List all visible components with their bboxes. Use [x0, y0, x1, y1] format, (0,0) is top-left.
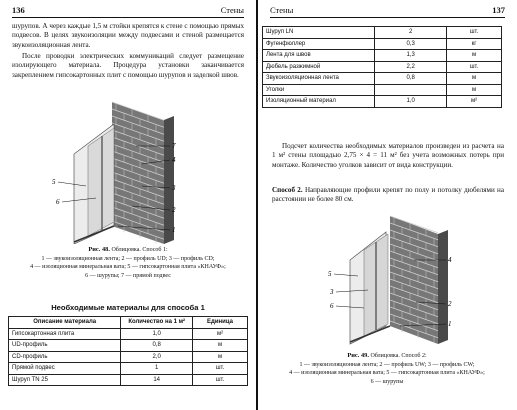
material-cell: Шуруп LN: [263, 27, 375, 39]
column-header: Единица: [193, 317, 248, 329]
insulation-layer: [88, 128, 114, 236]
unit-cell: м²: [193, 328, 248, 340]
quantity-cell: 0,3: [375, 38, 447, 50]
callout-2: 2: [448, 300, 452, 308]
table-row: [263, 27, 502, 39]
figure-legend: 6 — шурупы: [370, 378, 404, 385]
figure-legend: 6 — шурупы; 7 — прямой подвес: [85, 272, 171, 279]
table-row: [263, 84, 502, 96]
quantity-cell: 2,2: [375, 61, 447, 73]
quantity-cell: 1,0: [121, 328, 193, 340]
callout-4: 4: [172, 156, 176, 164]
quantity-cell: 1,3: [375, 50, 447, 62]
figure-legend: 1 — звукоизоляционная лента; 2 — профиль UD; 3 — профиль CD;: [41, 255, 215, 262]
quantity-cell: 0,8: [375, 73, 447, 85]
table-row: [9, 328, 248, 340]
callout-1: 1: [172, 226, 176, 234]
figure-48-illustration: [52, 94, 202, 244]
callout-6: 6: [56, 198, 60, 206]
callout-5: 5: [328, 270, 332, 278]
callout-3: 3: [330, 288, 334, 296]
page-number: 137: [492, 5, 505, 15]
unit-cell: шт.: [193, 363, 248, 375]
quantity-cell: 2: [375, 27, 447, 39]
unit-cell: шт.: [193, 374, 248, 386]
table-heading: Необходимые материалы для способа 1: [51, 303, 205, 312]
material-cell: Фугенфюллер: [263, 38, 375, 50]
material-cell: UD-профиль: [9, 340, 121, 352]
table-row: [9, 351, 248, 363]
unit-cell: м: [447, 50, 502, 62]
callout-4: 4: [448, 256, 452, 264]
material-cell: CD-профиль: [9, 351, 121, 363]
callout-6: 6: [330, 302, 334, 310]
figure-49-caption: [264, 352, 510, 386]
paragraph-method-2: [272, 186, 504, 205]
right-page: [258, 0, 517, 410]
callout-5: 5: [52, 178, 56, 186]
figure-title-rest: Облицовка. Способ 2:: [370, 353, 427, 359]
paragraph: шурупов. А через каждые 1,5 м стойки крепятся к стене с помощью прямых подвесов. В целях звукоизоляции между подвесами и стеной размещается звукоизоляционная лента.: [12, 22, 244, 49]
header-rule: [270, 17, 505, 18]
quantity-cell: [375, 84, 447, 96]
table-header-row: [9, 317, 248, 329]
callout-3: 3: [172, 184, 176, 192]
quantity-cell: 0,8: [121, 340, 193, 352]
left-page: [0, 0, 256, 410]
running-title: Стены: [220, 5, 244, 15]
materials-table-continued: [262, 26, 502, 108]
figure-legend: 4 — изоляционная минеральная вата; 5 — гипсокартонная плита «КНАУФ»;: [289, 370, 485, 377]
material-cell: Прямой подвес: [9, 363, 121, 375]
column-header: Описание материала: [9, 317, 121, 329]
figure-49-illustration: [328, 210, 478, 346]
material-cell: Звукоизоляционная лента: [263, 73, 375, 85]
material-cell: Шуруп TN 25: [9, 374, 121, 386]
column-header: Количество на 1 м²: [121, 317, 193, 329]
unit-cell: м²: [447, 96, 502, 108]
figure-legend: 4 — изоляционная минеральная вата; 5 — гипсокартонная плита «КНАУФ»;: [30, 264, 226, 271]
page-number: 136: [12, 5, 25, 15]
table-row: [263, 38, 502, 50]
unit-cell: кг: [447, 38, 502, 50]
unit-cell: шт.: [447, 27, 502, 39]
table-row: [9, 374, 248, 386]
table-row: [9, 340, 248, 352]
figure-title-rest: Облицовка. Способ 1:: [111, 247, 168, 253]
material-cell: Уголки: [263, 84, 375, 96]
figure-title: Рис. 49.: [347, 352, 369, 359]
right-page-header: [270, 5, 505, 19]
table-row: [263, 50, 502, 62]
table-row: [263, 73, 502, 85]
callout-2: 2: [172, 206, 176, 214]
brick-wall: [112, 102, 174, 244]
method-text: Направляющие профили крепят по полу и потолку дюбелями на расстоянии не более 80 см.: [272, 186, 504, 204]
unit-cell: м: [193, 351, 248, 363]
material-cell: Изоляционный материал: [263, 96, 375, 108]
unit-cell: м: [193, 340, 248, 352]
material-cell: Дюбель разжимной: [263, 61, 375, 73]
material-cell: Гипсокартонная плита: [9, 328, 121, 340]
table-row: [263, 96, 502, 108]
paragraph: Подсчет количества необходимых материалов произведен из расчета на 1 м² стены площадью 2,75 × 4 = 11 м² без учета возможных потерь при монтаже. Количество уголков зависит от вида конструкции.: [272, 142, 504, 169]
brick-wall: [390, 216, 448, 344]
material-cell: Лента для швов: [263, 50, 375, 62]
callout-1: 1: [448, 320, 452, 328]
paragraph: После проводки электрических коммуникаций следует размещение изолирующего материала. Процедура установки заканчивается закреплением гипсокартонных плит с помощью шурупов и заделкой швов.: [12, 52, 244, 79]
method-label: Способ 2.: [272, 186, 303, 194]
figure-title: Рис. 48.: [88, 246, 110, 253]
unit-cell: м: [447, 73, 502, 85]
quantity-cell: 1: [121, 363, 193, 375]
table-row: [263, 61, 502, 73]
materials-table: [8, 316, 248, 386]
quantity-cell: 14: [121, 374, 193, 386]
figure-legend: 1 — звукоизоляционная лента; 2 — профиль UW; 3 — профиль CW;: [299, 361, 475, 368]
quantity-cell: 1,0: [375, 96, 447, 108]
table-row: [9, 363, 248, 375]
figure-48-caption: [8, 246, 248, 280]
quantity-cell: 2,0: [121, 351, 193, 363]
unit-cell: м: [447, 84, 502, 96]
running-title: Стены: [270, 5, 294, 15]
callout-7: 7: [172, 142, 176, 150]
header-rule: [12, 17, 244, 18]
unit-cell: шт.: [447, 61, 502, 73]
left-page-header: [12, 5, 244, 19]
